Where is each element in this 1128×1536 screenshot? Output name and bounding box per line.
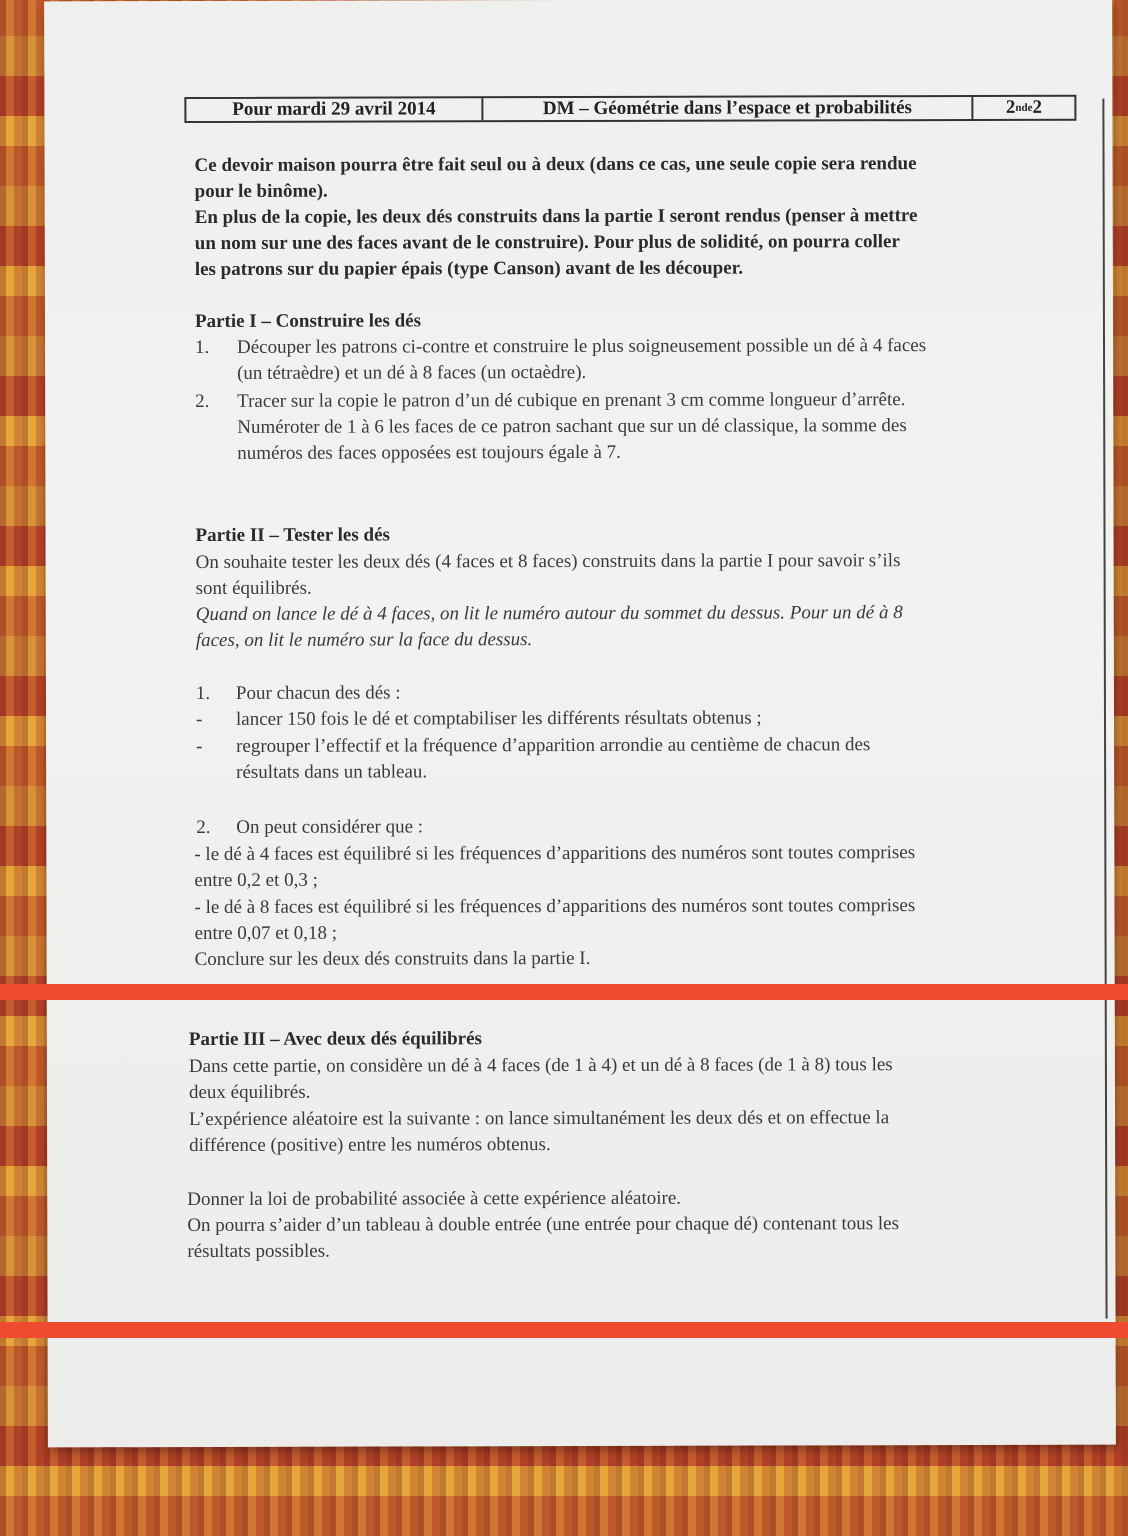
intro-line-2: pour le binôme). (194, 180, 328, 203)
part2-conclusion: Conclure sur les deux dés construits dans la partie I. (194, 947, 591, 971)
part2-para-line-1: On souhaite tester les deux dés (4 faces et 8 faces) construits dans la partie I pour savoir s’ils (195, 550, 901, 574)
intro-line-4: un nom sur une des faces avant de le construire). Pour plus de solidité, on pourra coller (194, 231, 900, 255)
intro-line-3: En plus de la copie, les deux dés construits dans la partie I seront rendus (penser à mettre (194, 205, 918, 229)
intro-line-5: les patrons sur du papier épais (type Canson) avant de les découper. (194, 257, 744, 281)
header-title: DM – Géométrie dans l’espace et probabilités (483, 97, 973, 120)
part2-para-line-2: sont équilibrés. (195, 577, 312, 600)
header-table (184, 95, 1076, 123)
part2-bullet-2-line-a: regrouper l’effectif et la fréquence d’apparition arrondie au centième de chacun des (236, 734, 871, 757)
part3-line-3: L’expérience aléatoire est la suivante : on lance simultanément les deux dés et on effectue la (189, 1107, 890, 1131)
part2-cond1-line-a: - le dé à 4 faces est équilibré si les fréquences d’apparitions des numéros sont toutes comprises (194, 842, 916, 866)
part3-line-1: Dans cette partie, on considère un dé à 4 faces (de 1 à 4) et un dé à 8 faces (de 1 à 8) tous les (188, 1054, 893, 1078)
header-class (973, 97, 1074, 119)
intro-line-1: Ce devoir maison pourra être fait seul ou à deux (dans ce cas, une seule copie sera rendue (194, 153, 917, 177)
page-border-rule (1102, 99, 1107, 1319)
part1-item2-number: 2. (195, 390, 210, 413)
part2-title: Partie II – Tester les dés (195, 524, 390, 547)
part2-bullet-2-line-b: résultats dans un tableau. (236, 761, 428, 783)
part2-q1-text: Pour chacun des dés : (235, 682, 401, 704)
part3-line-5: Donner la loi de probabilité associée à cette expérience aléatoire. (187, 1187, 682, 1211)
part2-bullet-dash-2: - (196, 735, 203, 758)
part2-q2-text: On peut considérer que : (236, 816, 424, 838)
part2-cond2-line-a: - le dé à 8 faces est équilibré si les fréquences d’apparitions des numéros sont toutes comprises (194, 895, 916, 919)
part3-line-6: On pourra s’aider d’un tableau à double entrée (une entrée pour chaque dé) contenant tous les (187, 1213, 900, 1237)
class-group: 2 (1032, 96, 1042, 118)
part2-cond1-line-b: entre 0,2 et 0,3 ; (194, 869, 318, 892)
part3-line-2: deux équilibrés. (188, 1081, 311, 1104)
part2-q1-number: 1. (195, 682, 211, 705)
highlight-line-top (0, 984, 1128, 1000)
part1-item1-line-b: (un tétraèdre) et un dé à 8 faces (un octaèdre). (237, 361, 587, 384)
part2-note-line-1: Quand on lance le dé à 4 faces, on lit le numéro autour du sommet du dessus. Pour un dé à 8 (195, 602, 903, 626)
part2-bullet-dash-1: - (195, 708, 203, 731)
part1-item2-line-c: numéros des faces opposées est toujours égale à 7. (237, 441, 621, 464)
part2-cond2-line-b: entre 0,07 et 0,18 ; (194, 922, 338, 945)
class-number: 2 (1005, 96, 1016, 118)
class-superscript: nde (1015, 101, 1033, 114)
part2-bullet-1: lancer 150 fois le dé et comptabiliser les différents résultats obtenus ; (235, 707, 762, 730)
part2-q2-number: 2. (196, 816, 211, 839)
part1-item1-number: 1. (194, 336, 210, 359)
part2-note-line-2: faces, on lit le numéro sur la face du dessus. (195, 629, 533, 652)
header-date: Pour mardi 29 avril 2014 (186, 98, 483, 121)
document-page (44, 0, 1116, 1447)
part3-line-7: résultats possibles. (187, 1240, 330, 1263)
part1-item2-line-b: Numéroter de 1 à 6 les faces de ce patron sachant que sur un dé classique, la somme des (237, 415, 907, 438)
part1-item2-line-a: Tracer sur la copie le patron d’un dé cubique en prenant 3 cm comme longueur d’arrête. (237, 389, 906, 412)
part3-line-4: différence (positive) entre les numéros obtenus. (189, 1134, 551, 1157)
part1-title: Partie I – Construire les dés (194, 310, 422, 333)
highlight-line-bottom (0, 1322, 1128, 1338)
part1-item1-line-a: Découper les patrons ci-contre et construire le plus soigneusement possible un dé à 4 faces (236, 335, 927, 358)
part3-title: Partie III – Avec deux dés équilibrés (188, 1028, 482, 1051)
